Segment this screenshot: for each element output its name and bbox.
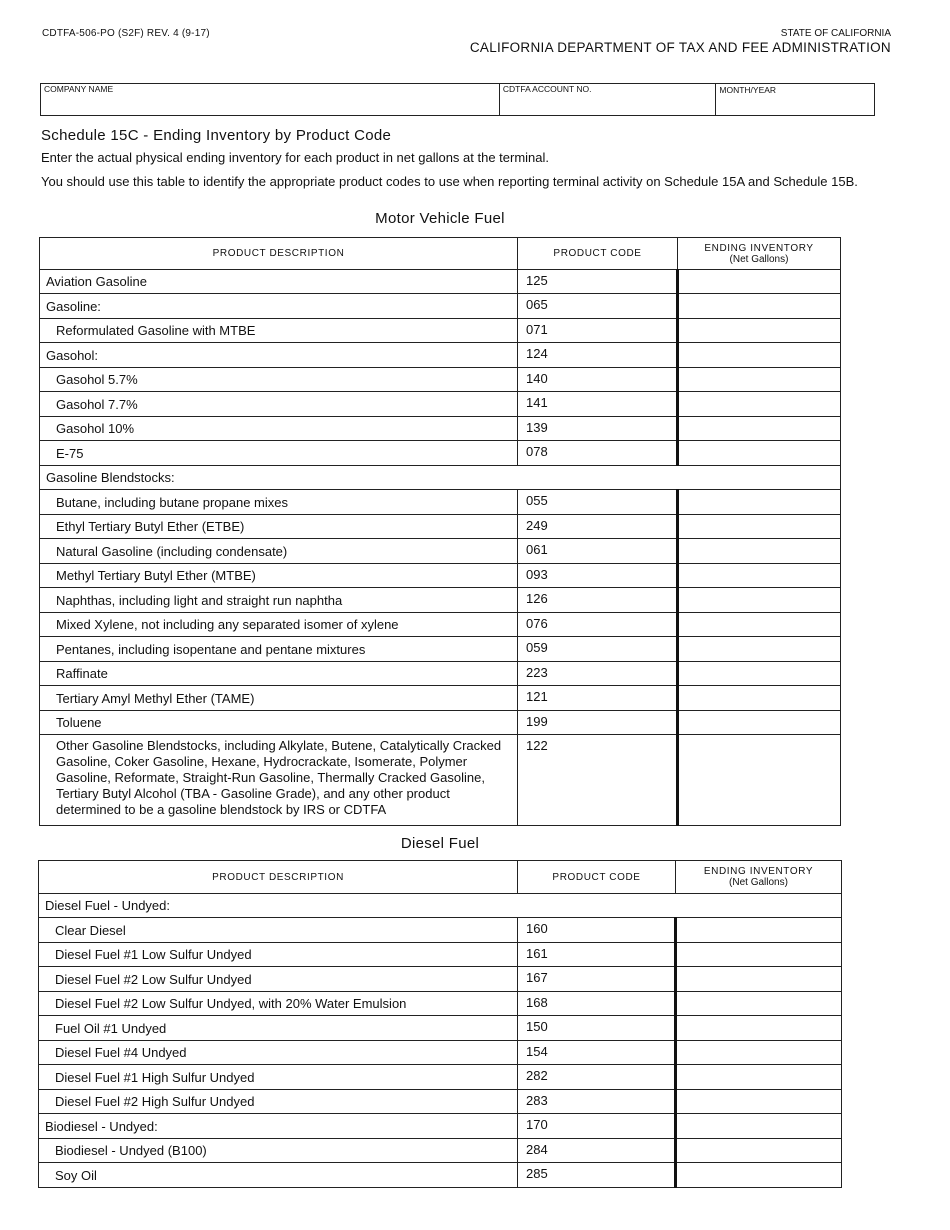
product-code: 167: [518, 967, 676, 992]
ending-inventory-input[interactable]: [677, 1020, 841, 1036]
inventory-cell: [676, 1065, 842, 1090]
product-code: 283: [518, 1090, 676, 1114]
product-description: Diesel Fuel #1 Low Sulfur Undyed: [39, 943, 518, 967]
table-row: [40, 343, 841, 368]
ending-inventory-input[interactable]: [677, 1094, 841, 1110]
col-header-description: PRODUCT DESCRIPTION: [39, 861, 518, 894]
ending-inventory-input[interactable]: [677, 1118, 841, 1134]
table-row: [40, 711, 841, 735]
ending-inventory-input[interactable]: [679, 445, 840, 461]
form-id: CDTFA-506-PO (S2F) REV. 4 (9-17): [42, 28, 210, 39]
inventory-cell: [678, 294, 841, 319]
inventory-header-sub: (Net Gallons): [729, 253, 789, 265]
product-code: 284: [518, 1139, 676, 1163]
product-description: Other Gasoline Blendstocks, including Alkylate, Butene, Catalytically Cracked Gasoline, Coker Gasoline, Hexane, Hydrocrackate, Isomerate, Polymer Gasoline, Reformate, Straight-Run Gasoline, Thermally Cracked Gasoline, Tertiary Butyl Alcohol (TBA - Gasoline Grade), and any other product determined to be a gasoline blendstock by IRS or CDTFA: [40, 735, 518, 826]
ending-inventory-input[interactable]: [679, 543, 840, 559]
table-row: [40, 417, 841, 441]
ending-inventory-input[interactable]: [677, 922, 841, 938]
col-header-inventory: [678, 238, 841, 270]
product-code: 170: [518, 1114, 676, 1139]
inventory-header-label: ENDING INVENTORY: [703, 866, 814, 877]
ending-inventory-input[interactable]: [679, 568, 840, 584]
inventory-cell: [678, 417, 841, 441]
table-row: [40, 515, 841, 539]
inventory-cell: [676, 1090, 842, 1114]
inventory-cell: [676, 1114, 842, 1139]
inventory-cell: [678, 343, 841, 368]
product-description: E-75: [40, 441, 518, 466]
ending-inventory-input[interactable]: [679, 666, 840, 682]
inventory-cell: [678, 735, 841, 826]
table-row: [40, 613, 841, 637]
product-description: Toluene: [40, 711, 518, 735]
product-description: Biodiesel - Undyed:: [39, 1114, 518, 1139]
table-row: [40, 662, 841, 686]
table-row: [40, 368, 841, 392]
inventory-cell: [676, 967, 842, 992]
product-code: 160: [518, 918, 676, 943]
table-row: [40, 686, 841, 711]
product-code: 168: [518, 992, 676, 1016]
product-description: Diesel Fuel #2 Low Sulfur Undyed, with 20% Water Emulsion: [39, 992, 518, 1016]
inventory-cell: [678, 662, 841, 686]
product-description: Aviation Gasoline: [40, 270, 518, 294]
ending-inventory-input[interactable]: [679, 274, 840, 290]
ending-inventory-input[interactable]: [677, 947, 841, 963]
table-row: [39, 967, 842, 992]
product-code: 282: [518, 1065, 676, 1090]
ending-inventory-input[interactable]: [679, 396, 840, 412]
inventory-cell: [676, 1041, 842, 1065]
diesel-fuel-title: Diesel Fuel: [400, 835, 480, 852]
product-description: Gasohol 7.7%: [40, 392, 518, 417]
table-group-row: [39, 894, 842, 918]
group-heading: Diesel Fuel - Undyed:: [39, 894, 842, 918]
ending-inventory-input[interactable]: [679, 421, 840, 437]
product-code: 076: [518, 613, 678, 637]
product-description: Diesel Fuel #2 High Sulfur Undyed: [39, 1090, 518, 1114]
group-heading: Gasoline Blendstocks:: [40, 466, 841, 490]
inventory-cell: [678, 686, 841, 711]
ending-inventory-input[interactable]: [679, 715, 840, 731]
inventory-header-label: ENDING INVENTORY: [704, 242, 814, 254]
product-description: Diesel Fuel #2 Low Sulfur Undyed: [39, 967, 518, 992]
col-header-inventory: [676, 861, 842, 894]
product-code: 141: [518, 392, 678, 417]
table-row: [40, 539, 841, 564]
inventory-cell: [676, 1016, 842, 1041]
table-row: [40, 564, 841, 588]
product-description: Natural Gasoline (including condensate): [40, 539, 518, 564]
product-code: 061: [518, 539, 678, 564]
product-description: Gasohol 5.7%: [40, 368, 518, 392]
table-row: [40, 319, 841, 343]
inventory-cell: [678, 368, 841, 392]
table-row: [40, 637, 841, 662]
company-name-label: COMPANY NAME: [44, 84, 114, 94]
ending-inventory-input[interactable]: [679, 617, 840, 633]
motor-vehicle-fuel-table: [39, 237, 841, 826]
product-code: 065: [518, 294, 678, 319]
department-name: CALIFORNIA DEPARTMENT OF TAX AND FEE ADMINISTRATION: [469, 40, 891, 55]
table-row: [39, 992, 842, 1016]
inventory-cell: [678, 490, 841, 515]
inventory-cell: [676, 943, 842, 967]
identification-box: [40, 83, 875, 116]
motor-vehicle-fuel-title: Motor Vehicle Fuel: [375, 210, 505, 227]
product-code: 078: [518, 441, 678, 466]
product-code: 059: [518, 637, 678, 662]
table-row: [40, 392, 841, 417]
ending-inventory-input[interactable]: [679, 372, 840, 388]
month-year-cell: [716, 84, 874, 115]
product-code: 154: [518, 1041, 676, 1065]
product-description: Diesel Fuel #4 Undyed: [39, 1041, 518, 1065]
product-code: 161: [518, 943, 676, 967]
product-description: Gasohol 10%: [40, 417, 518, 441]
table-row: [40, 441, 841, 466]
table-header-row: [39, 861, 842, 894]
product-description: Fuel Oil #1 Undyed: [39, 1016, 518, 1041]
ending-inventory-input[interactable]: [677, 996, 841, 1012]
ending-inventory-input[interactable]: [679, 298, 840, 314]
table-row: [39, 1065, 842, 1090]
product-description: Gasohol:: [40, 343, 518, 368]
ending-inventory-input[interactable]: [679, 772, 840, 788]
table-row: [39, 1041, 842, 1065]
product-description: Soy Oil: [39, 1163, 518, 1188]
table-row: [39, 1114, 842, 1139]
product-description: Biodiesel - Undyed (B100): [39, 1139, 518, 1163]
product-code: 223: [518, 662, 678, 686]
ending-inventory-input[interactable]: [679, 347, 840, 363]
product-code: 140: [518, 368, 678, 392]
table-row: [40, 588, 841, 613]
diesel-fuel-table: [38, 860, 842, 1188]
ending-inventory-input[interactable]: [679, 641, 840, 657]
product-description: Raffinate: [40, 662, 518, 686]
ending-inventory-input[interactable]: [679, 323, 840, 339]
table-row: [39, 918, 842, 943]
company-name-cell: [41, 84, 500, 115]
inventory-cell: [676, 918, 842, 943]
product-code: 125: [518, 270, 678, 294]
account-cell: [500, 84, 716, 115]
inventory-cell: [678, 270, 841, 294]
table-row: [39, 1139, 842, 1163]
account-label: CDTFA ACCOUNT NO.: [502, 84, 592, 94]
ending-inventory-input[interactable]: [679, 592, 840, 608]
product-description: Diesel Fuel #1 High Sulfur Undyed: [39, 1065, 518, 1090]
inventory-cell: [678, 515, 841, 539]
month-year-input[interactable]: [719, 95, 871, 113]
product-description: Methyl Tertiary Butyl Ether (MTBE): [40, 564, 518, 588]
product-code: 139: [518, 417, 678, 441]
month-year-label: MONTH/YEAR: [719, 85, 777, 95]
schedule-title: Schedule 15C - Ending Inventory by Product Code: [41, 127, 392, 144]
inventory-cell: [678, 711, 841, 735]
product-code: 055: [518, 490, 678, 515]
table-row: [39, 1090, 842, 1114]
inventory-cell: [678, 613, 841, 637]
instruction-text-1: Enter the actual physical ending inventory for each product in net gallons at the terminal.: [41, 150, 550, 165]
ending-inventory-input[interactable]: [677, 971, 841, 987]
product-description: Mixed Xylene, not including any separated isomer of xylene: [40, 613, 518, 637]
product-description: Clear Diesel: [39, 918, 518, 943]
ending-inventory-input[interactable]: [679, 494, 840, 510]
product-code: 249: [518, 515, 678, 539]
table-row: [39, 1016, 842, 1041]
inventory-cell: [678, 564, 841, 588]
inventory-header-sub: (Net Gallons): [729, 877, 788, 888]
product-code: 122: [518, 735, 678, 826]
product-description: Pentanes, including isopentane and pentane mixtures: [40, 637, 518, 662]
ending-inventory-input[interactable]: [677, 1069, 841, 1085]
state-label: STATE OF CALIFORNIA: [780, 28, 891, 39]
inventory-cell: [678, 588, 841, 613]
inventory-cell: [676, 1163, 842, 1188]
account-number-input[interactable]: [503, 95, 712, 113]
inventory-cell: [678, 539, 841, 564]
product-code: 150: [518, 1016, 676, 1041]
inventory-cell: [676, 992, 842, 1016]
col-header-code: PRODUCT CODE: [518, 238, 678, 270]
ending-inventory-input[interactable]: [677, 1045, 841, 1061]
inventory-cell: [676, 1139, 842, 1163]
col-header-code: PRODUCT CODE: [518, 861, 676, 894]
product-description: Butane, including butane propane mixes: [40, 490, 518, 515]
product-code: 121: [518, 686, 678, 711]
product-code: 093: [518, 564, 678, 588]
product-description: Ethyl Tertiary Butyl Ether (ETBE): [40, 515, 518, 539]
inventory-cell: [678, 441, 841, 466]
ending-inventory-input[interactable]: [677, 1167, 841, 1183]
product-description: Reformulated Gasoline with MTBE: [40, 319, 518, 343]
table-group-row: [40, 466, 841, 490]
table-row: [40, 735, 841, 826]
product-code: 126: [518, 588, 678, 613]
instruction-text-2: You should use this table to identify the appropriate product codes to use when reporting terminal activity on Schedule 15A and Schedule 15B.: [41, 174, 858, 189]
product-code: 071: [518, 319, 678, 343]
product-code: 124: [518, 343, 678, 368]
product-code: 199: [518, 711, 678, 735]
table-row: [39, 943, 842, 967]
table-row: [40, 294, 841, 319]
table-header-row: [40, 238, 841, 270]
inventory-cell: [678, 319, 841, 343]
ending-inventory-input[interactable]: [679, 690, 840, 706]
company-name-input[interactable]: [44, 95, 496, 113]
product-description: Tertiary Amyl Methyl Ether (TAME): [40, 686, 518, 711]
product-description: Gasoline:: [40, 294, 518, 319]
inventory-cell: [678, 392, 841, 417]
inventory-cell: [678, 637, 841, 662]
product-code: 285: [518, 1163, 676, 1188]
product-description: Naphthas, including light and straight run naphtha: [40, 588, 518, 613]
col-header-description: PRODUCT DESCRIPTION: [40, 238, 518, 270]
ending-inventory-input[interactable]: [677, 1143, 841, 1159]
table-row: [40, 270, 841, 294]
ending-inventory-input[interactable]: [679, 519, 840, 535]
table-row: [39, 1163, 842, 1188]
table-row: [40, 490, 841, 515]
